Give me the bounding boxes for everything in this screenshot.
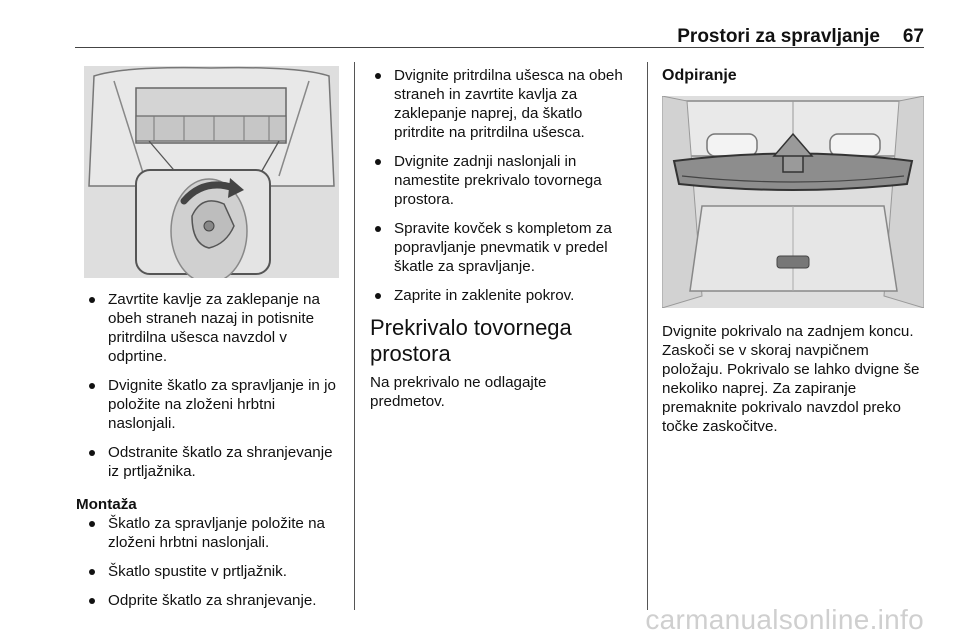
column-2 [370, 66, 636, 411]
cargo-cover-illustration [662, 96, 924, 308]
section-text: Na prekrivalo ne odlagajte predmetov. [370, 374, 547, 410]
subheading-montaza: Montaža [76, 496, 137, 513]
list-item: Odprite škatlo za shranjevanje. [84, 591, 342, 610]
page-header-title: Prostori za spravljanje [677, 26, 880, 47]
opening-instructions: Dvignite pokrivalo na zadnjem koncu. Zaskoči se v skoraj navpičnem položaju. Pokrivalo se lahko dvigne še nekoliko naprej. Za zapiranje premaknite pokrivalo navzdol preko točke zaskočitve. [662, 323, 920, 435]
list-item: Dvignite škatlo za spravljanje in jo položite na zloženi hrbtni naslonjali. [84, 376, 342, 433]
subheading-odpiranje: Odpiranje [662, 67, 737, 84]
list-item: Odstranite škatlo za shranjevanje iz prtljažnika. [84, 443, 342, 481]
installation-continued-list [370, 66, 636, 305]
column-3-heading-wrap [662, 66, 926, 85]
column-divider-1 [354, 62, 355, 610]
installation-steps-list [84, 514, 342, 610]
list-item: Škatlo spustite v prtljažnik. [84, 562, 342, 581]
storage-box-illustration [84, 66, 339, 278]
column-3 [662, 322, 928, 436]
list-item: Zavrtite kavlje za zaklepanje na obeh straneh nazaj in potisnite pritrdilna ušesca navzdol v odprtine. [84, 290, 342, 366]
header-rule [75, 47, 924, 48]
column-1 [76, 290, 342, 620]
figure-cargo-cover [662, 96, 924, 308]
list-item: Škatlo za spravljanje položite na zloženi hrbtni naslonjali. [84, 514, 342, 552]
list-item: Spravite kovček s kompletom za popravljanje pnevmatik v predel škatle za spravljanje. [370, 219, 636, 276]
column-divider-2 [647, 62, 648, 610]
watermark: carmanualsonline.info [645, 604, 924, 635]
list-item: Dvignite pritrdilna ušesca na obeh straneh in zavrtite kavlja za zaklepanje naprej, da škatlo pritrdite na pritrdilna ušesca. [370, 66, 636, 142]
removal-steps-list [84, 290, 342, 481]
list-item: Dvignite zadnji naslonjali in namestite prekrivalo tovornega prostora. [370, 152, 636, 209]
list-item: Zaprite in zaklenite pokrov. [370, 286, 636, 305]
page-number: 67 [902, 26, 924, 47]
section-heading: Prekrivalo tovornega prostora [370, 315, 572, 366]
figure-storage-box [84, 66, 339, 278]
